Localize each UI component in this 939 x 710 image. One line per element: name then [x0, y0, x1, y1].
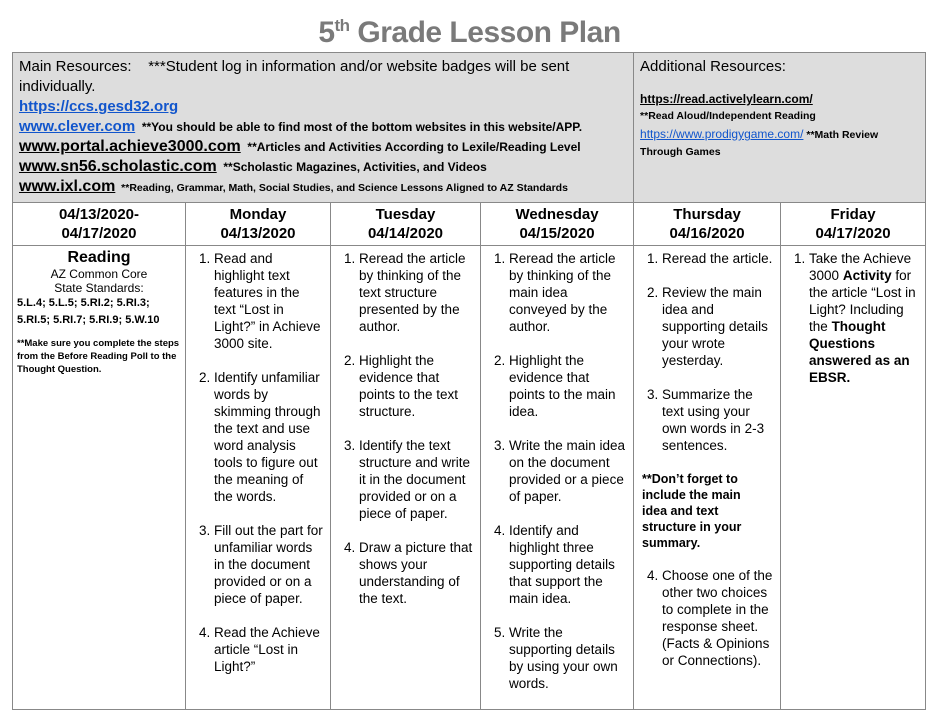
- resource-note: **Scholastic Magazines, Activities, and Videos: [216, 160, 487, 174]
- task-item: 2. Review the main idea and supporting details your wrote yesterday.: [662, 284, 774, 369]
- task-item: 4. Identify and highlight three supporting details that support the main idea.: [509, 522, 627, 607]
- day-header: Thursday 04/16/2020: [634, 203, 781, 246]
- subject-note: **Make sure you complete the steps from the Before Reading Poll to the Thought Question.: [17, 338, 180, 375]
- task-item: 3. Write the main idea on the document provided or a piece of paper.: [509, 437, 627, 505]
- task-item: 4. Read the Achieve article “Lost in Light?”: [214, 624, 324, 675]
- task-item: 2. Highlight the evidence that points to the text structure.: [359, 352, 474, 420]
- task-item: 1. Take the Achieve 3000 Activity for the article “Lost in Light? Including the Thought Questions answered as an EBSR.: [809, 250, 919, 386]
- task-list: [481, 250, 633, 692]
- lesson-plan-table: [12, 52, 926, 710]
- task-item: 1. Reread the article.: [662, 250, 774, 267]
- resource-row: [19, 157, 627, 177]
- task-item: 3. Identify the text structure and write it in the document provided or on a piece of paper.: [359, 437, 474, 522]
- task-item: 1. Read and highlight text features in the text “Lost in Light?” in Achieve 3000 site.: [214, 250, 324, 352]
- day-header: Monday 04/13/2020: [186, 203, 331, 246]
- resource-note: **Articles and Activities According to Lexile/Reading Level: [240, 140, 581, 154]
- resource-note: **Reading, Grammar, Math, Social Studies, and Science Lessons Aligned to AZ Standards: [115, 182, 568, 194]
- task-item: 2. Identify unfamiliar words by skimming through the text and use word analysis tools to figure out the meaning of the words.: [214, 369, 324, 505]
- day-cell-monday: [186, 246, 331, 710]
- day-cell-tuesday: [331, 246, 481, 710]
- task-list: [634, 250, 780, 669]
- additional-resources-label: Additional Resources:: [640, 58, 786, 75]
- standards-label: AZ Common Core State Standards:: [50, 267, 148, 295]
- main-resources: [13, 53, 634, 203]
- resource-note: **You should be able to find most of the bottom websites in this website/APP.: [135, 120, 583, 134]
- resource-link[interactable]: https://read.activelylearn.com/: [640, 92, 813, 106]
- day-cell-wednesday: [481, 246, 634, 710]
- subject-title: Reading: [67, 249, 131, 266]
- standards-list: 5.L.4; 5.L.5; 5.RI.2; 5.RI.3; 5.RI.5; 5.RI.7; 5.RI.9; 5.W.10: [17, 297, 160, 326]
- resource-link[interactable]: https://www.prodigygame.com/: [640, 127, 804, 141]
- resource-row: [19, 137, 627, 157]
- resource-link[interactable]: www.clever.com: [19, 118, 136, 135]
- task-list: [186, 250, 330, 675]
- resource-note: **Math Review Through Games: [640, 129, 879, 158]
- day-cell-thursday: [634, 246, 781, 710]
- resource-link[interactable]: www.ixl.com: [19, 178, 116, 195]
- resource-note: **Read Aloud/Independent Reading: [640, 110, 816, 122]
- resource-link[interactable]: https://ccs.gesd32.org: [19, 98, 179, 115]
- task-list: [331, 250, 480, 607]
- resource-row: [640, 126, 919, 160]
- day-header: Friday 04/17/2020: [781, 203, 926, 246]
- task-item: 4. Draw a picture that shows your understanding of the text.: [359, 539, 474, 607]
- resource-row: [19, 117, 627, 137]
- day-cell-friday: [781, 246, 926, 710]
- task-item: 3. Fill out the part for unfamiliar words in the document provided or on a piece of paper.: [214, 522, 324, 607]
- task-item: 1. Reread the article by thinking of the text structure presented by the author.: [359, 250, 474, 335]
- reminder-note: **Don’t forget to include the main idea and text structure in your summary.: [642, 472, 742, 550]
- resource-link[interactable]: www.portal.achieve3000.com: [19, 138, 241, 155]
- day-header: Wednesday 04/15/2020: [481, 203, 634, 246]
- main-resources-label: Main Resources:: [19, 58, 132, 75]
- task-item: 2. Highlight the evidence that points to the main idea.: [509, 352, 627, 420]
- task-item: 3. Summarize the text using your own words in 2-3 sentences.: [662, 386, 774, 454]
- resource-row: [640, 91, 919, 124]
- main-resources-note: ***Student log in information and/or website badges will be sent individually.: [19, 58, 570, 95]
- resource-row: [19, 97, 627, 117]
- task-item: 4. Choose one of the other two choices to complete in the response sheet. (Facts & Opinions or Connections).: [662, 567, 774, 669]
- resource-link[interactable]: www.sn56.scholastic.com: [19, 158, 217, 175]
- page-title: 5th Grade Lesson Plan: [318, 16, 621, 49]
- week-range: 04/13/2020- 04/17/2020: [13, 203, 186, 246]
- day-header: Tuesday 04/14/2020: [331, 203, 481, 246]
- resource-row: [19, 177, 627, 198]
- additional-resources: [634, 53, 926, 203]
- task-item: 1. Reread the article by thinking of the main idea conveyed by the author.: [509, 250, 627, 335]
- task-item: 5. Write the supporting details by using your own words.: [509, 624, 627, 692]
- task-list: [781, 250, 925, 386]
- subject-cell: [13, 246, 186, 710]
